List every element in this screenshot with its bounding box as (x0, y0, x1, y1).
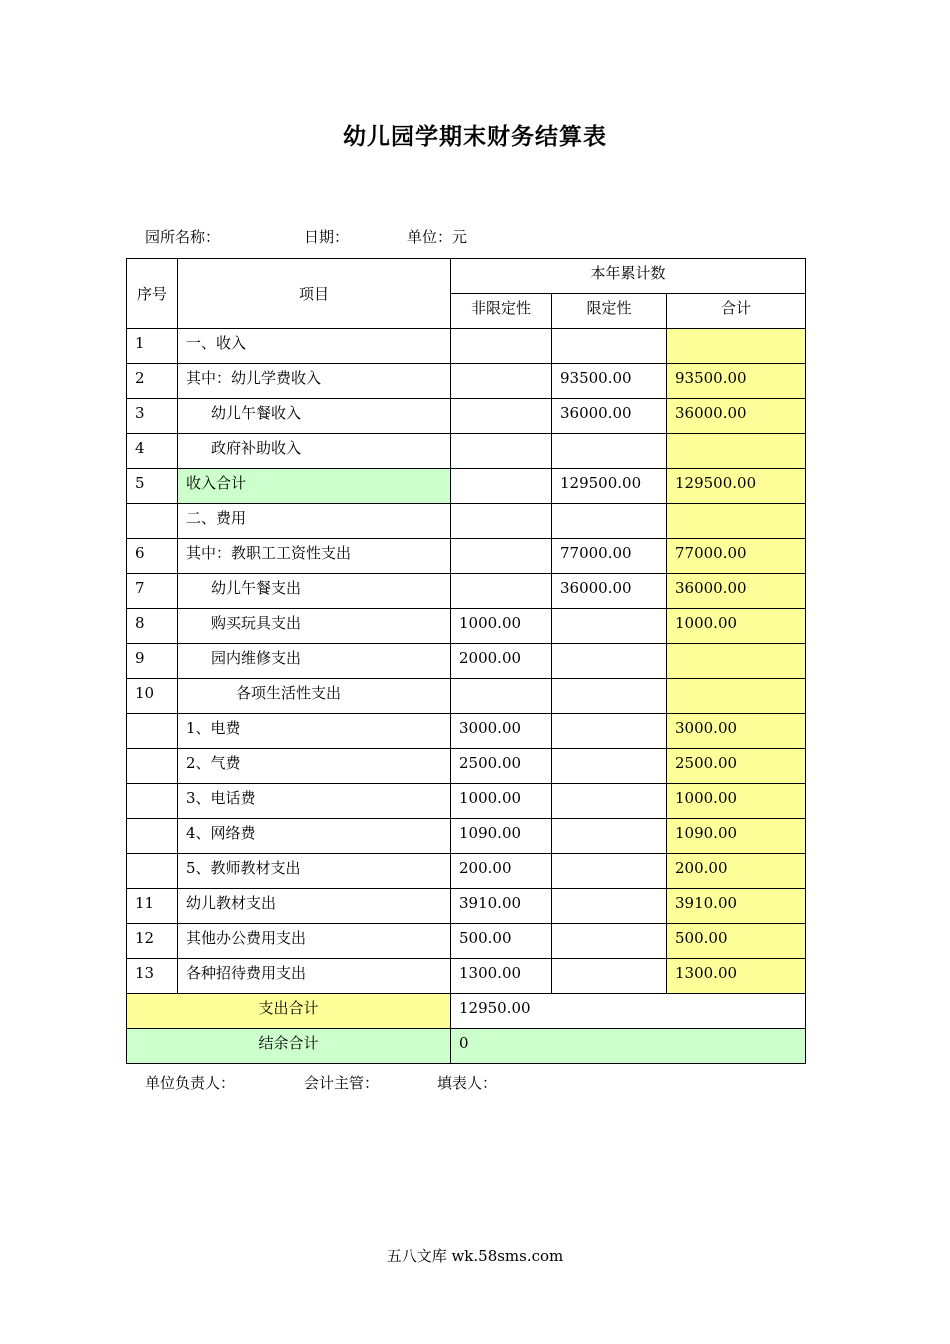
accountant-signature: 会计主管： (304, 1074, 380, 1092)
finance-table (126, 258, 806, 1064)
seq-cell: 9 (127, 644, 178, 679)
unrestricted-cell (451, 469, 552, 504)
header-item: 项目 (178, 259, 451, 329)
unrestricted-cell (451, 504, 552, 539)
total-cell (667, 504, 806, 539)
item-cell: 一、收入 (178, 329, 451, 364)
restricted-cell: 129500.00 (552, 469, 667, 504)
seq-cell: 10 (127, 679, 178, 714)
item-cell: 其他办公费用支出 (178, 924, 451, 959)
unrestricted-cell (451, 364, 552, 399)
item-cell: 政府补助收入 (178, 434, 451, 469)
restricted-cell (552, 889, 667, 924)
seq-cell: 11 (127, 889, 178, 924)
item-cell: 各项生活性支出 (178, 679, 451, 714)
table-row (127, 854, 806, 889)
total-cell: 1000.00 (667, 609, 806, 644)
table-row (127, 714, 806, 749)
table-row (127, 889, 806, 924)
header-row-1 (127, 259, 806, 294)
restricted-cell (552, 959, 667, 994)
total-cell: 129500.00 (667, 469, 806, 504)
unit-label: 单位：元 (407, 228, 468, 246)
restricted-cell (552, 609, 667, 644)
total-cell: 500.00 (667, 924, 806, 959)
total-cell: 1300.00 (667, 959, 806, 994)
table-row (127, 329, 806, 364)
seq-cell (127, 714, 178, 749)
seq-cell: 13 (127, 959, 178, 994)
restricted-cell: 36000.00 (552, 574, 667, 609)
total-cell: 2500.00 (667, 749, 806, 784)
unrestricted-cell (451, 679, 552, 714)
unrestricted-cell: 2000.00 (451, 644, 552, 679)
unrestricted-cell: 200.00 (451, 854, 552, 889)
seq-cell (127, 784, 178, 819)
restricted-cell (552, 644, 667, 679)
item-cell: 2、气费 (178, 749, 451, 784)
table-row (127, 924, 806, 959)
total-cell: 1090.00 (667, 819, 806, 854)
total-cell (667, 329, 806, 364)
total-cell: 200.00 (667, 854, 806, 889)
date-label: 日期： (304, 228, 350, 246)
header-restricted: 限定性 (552, 294, 667, 329)
footer-watermark: 五八文库 wk.58sms.com (386, 1247, 564, 1265)
filler-signature: 填表人： (437, 1074, 498, 1092)
unrestricted-cell (451, 434, 552, 469)
total-cell: 36000.00 (667, 399, 806, 434)
restricted-cell: 77000.00 (552, 539, 667, 574)
item-cell: 二、费用 (178, 504, 451, 539)
item-cell: 其中：幼儿学费收入 (178, 364, 451, 399)
header-total: 合计 (667, 294, 806, 329)
unrestricted-cell: 1300.00 (451, 959, 552, 994)
seq-cell: 6 (127, 539, 178, 574)
balance-total-label: 结余合计 (127, 1029, 451, 1064)
seq-cell (127, 854, 178, 889)
total-cell: 1000.00 (667, 784, 806, 819)
total-cell: 3000.00 (667, 714, 806, 749)
restricted-cell (552, 854, 667, 889)
total-cell: 93500.00 (667, 364, 806, 399)
table-row (127, 959, 806, 994)
expense-total-row (127, 994, 806, 1029)
header-unrestricted: 非限定性 (451, 294, 552, 329)
restricted-cell (552, 714, 667, 749)
header-seq: 序号 (127, 259, 178, 329)
table-row (127, 749, 806, 784)
unrestricted-cell: 2500.00 (451, 749, 552, 784)
seq-cell: 4 (127, 434, 178, 469)
restricted-cell (552, 504, 667, 539)
unrestricted-cell: 3000.00 (451, 714, 552, 749)
total-cell (667, 679, 806, 714)
item-cell: 幼儿午餐支出 (178, 574, 451, 609)
table-row (127, 644, 806, 679)
table-row (127, 399, 806, 434)
unrestricted-cell (451, 399, 552, 434)
item-cell: 其中：教职工工资性支出 (178, 539, 451, 574)
unrestricted-cell: 500.00 (451, 924, 552, 959)
total-cell (667, 644, 806, 679)
restricted-cell: 36000.00 (552, 399, 667, 434)
table-row (127, 574, 806, 609)
restricted-cell (552, 819, 667, 854)
item-cell: 1、电费 (178, 714, 451, 749)
balance-total-value: 0 (451, 1029, 806, 1064)
seq-cell: 8 (127, 609, 178, 644)
unrestricted-cell: 1000.00 (451, 784, 552, 819)
unrestricted-cell (451, 574, 552, 609)
restricted-cell (552, 434, 667, 469)
table-row (127, 469, 806, 504)
restricted-cell: 93500.00 (552, 364, 667, 399)
unrestricted-cell: 1000.00 (451, 609, 552, 644)
table-row (127, 679, 806, 714)
page-title: 幼儿园学期末财务结算表 (343, 124, 607, 150)
item-cell: 购买玩具支出 (178, 609, 451, 644)
table-row (127, 539, 806, 574)
table-row (127, 434, 806, 469)
restricted-cell (552, 924, 667, 959)
total-cell: 77000.00 (667, 539, 806, 574)
seq-cell: 1 (127, 329, 178, 364)
table-row (127, 609, 806, 644)
expense-total-label: 支出合计 (127, 994, 451, 1029)
seq-cell: 2 (127, 364, 178, 399)
balance-total-row (127, 1029, 806, 1064)
total-cell (667, 434, 806, 469)
header-year-total: 本年累计数 (451, 259, 806, 294)
restricted-cell (552, 784, 667, 819)
seq-cell (127, 819, 178, 854)
seq-cell: 3 (127, 399, 178, 434)
restricted-cell (552, 679, 667, 714)
item-cell: 收入合计 (178, 469, 451, 504)
item-cell: 5、教师教材支出 (178, 854, 451, 889)
table-row (127, 504, 806, 539)
unrestricted-cell (451, 329, 552, 364)
seq-cell (127, 749, 178, 784)
table-row (127, 364, 806, 399)
seq-cell: 12 (127, 924, 178, 959)
item-cell: 园内维修支出 (178, 644, 451, 679)
restricted-cell (552, 749, 667, 784)
unit-head-signature: 单位负责人： (145, 1074, 236, 1092)
seq-cell: 7 (127, 574, 178, 609)
expense-total-value: 12950.00 (451, 994, 806, 1029)
total-cell: 3910.00 (667, 889, 806, 924)
item-cell: 幼儿午餐收入 (178, 399, 451, 434)
table-row (127, 819, 806, 854)
item-cell: 各种招待费用支出 (178, 959, 451, 994)
restricted-cell (552, 329, 667, 364)
kindergarten-name-label: 园所名称： (145, 228, 221, 246)
item-cell: 幼儿教材支出 (178, 889, 451, 924)
item-cell: 4、网络费 (178, 819, 451, 854)
item-cell: 3、电话费 (178, 784, 451, 819)
seq-cell: 5 (127, 469, 178, 504)
total-cell: 36000.00 (667, 574, 806, 609)
unrestricted-cell (451, 539, 552, 574)
table-row (127, 784, 806, 819)
unrestricted-cell: 3910.00 (451, 889, 552, 924)
unrestricted-cell: 1090.00 (451, 819, 552, 854)
seq-cell (127, 504, 178, 539)
